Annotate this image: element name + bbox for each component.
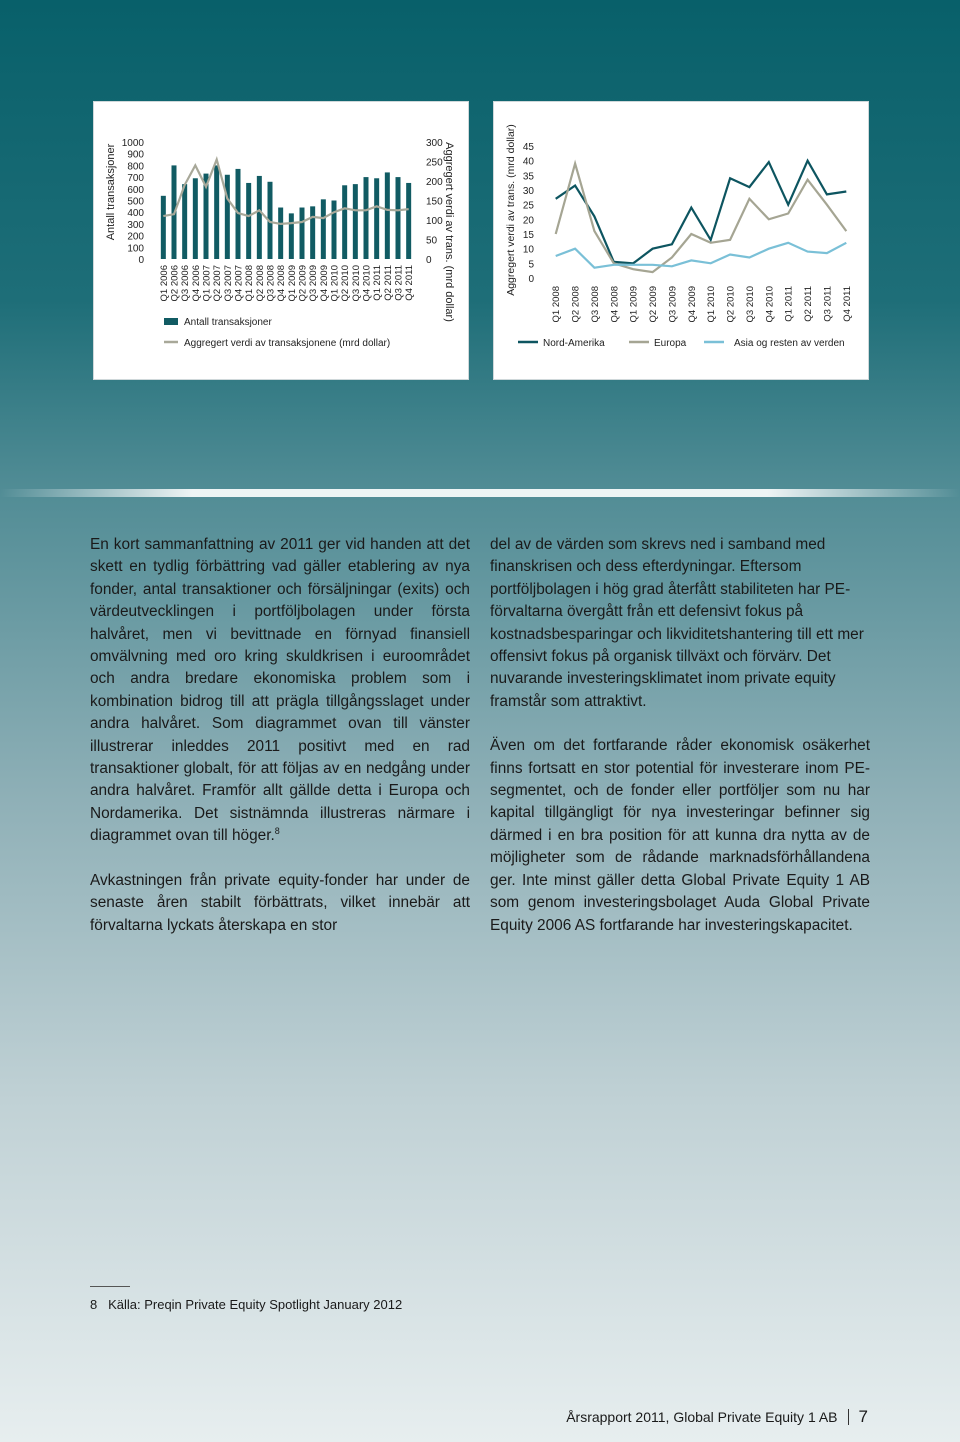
x-tick-label: Q3 2011 — [822, 286, 834, 322]
left-axis-tick-label: 0 — [138, 255, 144, 266]
left-axis-tick-label: 300 — [127, 219, 144, 231]
left-axis-tick-label: 700 — [127, 173, 144, 185]
x-tick-label: Q2 2006 — [169, 265, 181, 302]
footer-separator — [848, 1409, 849, 1425]
left-axis-tick-label: 400 — [127, 208, 144, 220]
bar — [193, 178, 198, 259]
left-axis-tick-label: 900 — [127, 149, 144, 161]
x-tick-label: Q4 2010 — [764, 286, 776, 323]
bar — [257, 176, 262, 259]
right-axis-tick-label: 50 — [426, 235, 438, 247]
footnote — [90, 1297, 402, 1312]
x-tick-label: Q4 2009 — [686, 286, 698, 323]
x-tick-label: Q2 2007 — [212, 265, 224, 302]
x-tick-label: Q4 2007 — [233, 265, 245, 302]
bar — [342, 185, 347, 259]
x-tick-label: Q1 2010 — [706, 286, 718, 323]
x-tick-label: Q1 2011 — [783, 286, 795, 322]
bar — [385, 172, 390, 259]
y-tick-label: 15 — [522, 230, 534, 241]
left-y-axis-title: Antall transaksjoner — [105, 143, 117, 241]
right-text-column — [490, 534, 870, 959]
paragraph: del av de värden som skrevs ned i samband med finanskrisen och dess efterdyningar. Eftersom portföljbolagen i hög grad återfått stabiliteten har PE-förvaltarna övergått från ett defensivt fokus på kostnadsbesparingar och likviditetshantering till ett mer offensivt fokus på organisk tillväxt och förvärv. Det nuvarande investeringsklimatet inom private equity framstår som attraktivt. — [490, 536, 864, 710]
left-axis-tick-label: 800 — [127, 161, 144, 173]
x-tick-label: Q3 2009 — [308, 265, 320, 302]
x-tick-label: Q1 2010 — [329, 265, 341, 302]
y-axis-title: Aggregert verdi av trans. (mrd dollar) — [505, 124, 517, 296]
x-tick-label: Q2 2008 — [570, 286, 582, 323]
page-number: 7 — [858, 1407, 868, 1426]
legend-label-europa: Europa — [654, 338, 687, 349]
y-tick-label: 35 — [522, 171, 534, 183]
bar — [161, 196, 166, 259]
x-tick-label: Q3 2009 — [667, 286, 679, 323]
right-chart — [494, 102, 868, 379]
bar — [310, 206, 315, 259]
page-footer — [566, 1407, 868, 1427]
x-tick-label: Q4 2008 — [609, 286, 621, 323]
paragraph: Avkastningen från private equity-fonder har under de senaste åren stabilt förbättrats, vilket innebär att förvaltarna lyckats återskapa en stor — [90, 871, 470, 934]
legend-bar-swatch — [164, 318, 178, 325]
x-tick-label: Q4 2006 — [190, 265, 202, 302]
x-tick-label: Q3 2010 — [744, 286, 756, 323]
x-tick-label: Q1 2009 — [628, 286, 640, 323]
y-tick-label: 0 — [528, 274, 534, 285]
x-tick-label: Q3 2008 — [589, 286, 601, 323]
x-tick-label: Q2 2008 — [254, 265, 266, 302]
legend-label-nord-amerika: Nord-Amerika — [543, 338, 605, 349]
x-tick-label: Q4 2011 — [404, 265, 416, 301]
x-tick-label: Q3 2006 — [180, 265, 192, 302]
bar — [396, 177, 401, 259]
x-tick-label: Q1 2008 — [551, 286, 563, 323]
y-tick-label: 25 — [522, 200, 534, 212]
series-line — [556, 243, 847, 268]
x-tick-label: Q2 2010 — [725, 286, 737, 323]
bar — [225, 175, 230, 259]
left-axis-tick-label: 500 — [127, 196, 144, 208]
y-tick-label: 10 — [522, 244, 534, 256]
x-tick-label: Q1 2007 — [201, 265, 213, 302]
left-chart-panel — [93, 101, 469, 380]
footer-title: Årsrapport 2011, Global Private Equity 1 AB — [566, 1409, 838, 1425]
left-axis-tick-label: 1000 — [121, 138, 144, 149]
y-tick-label: 30 — [522, 186, 534, 197]
bar — [214, 165, 219, 259]
right-axis-tick-label: 150 — [426, 196, 443, 208]
paragraph: Även om det fortfarande råder ekonomisk osäkerhet finns fortsatt en stor potential för investerare inom PE-segmentet, och de fonder eller portföljer som nu har kapital tillgängligt för nya investeringar befinner sig därmed i en bra position för att kunna dra nytta av de möjligheter som de rådande marknadsförhållandena ger. Inte minst gäller detta Global Private Equity 1 AB som genom investeringsbolaget Auda Global Private Equity 2006 AS fortfarande har investeringskapacitet. — [490, 737, 870, 934]
y-tick-label: 5 — [528, 259, 534, 271]
bar — [353, 184, 358, 259]
highlight-band — [0, 489, 960, 497]
x-tick-label: Q3 2010 — [350, 265, 362, 302]
series-line-aggregert-verdi — [163, 160, 408, 224]
footnote-reference[interactable]: 8 — [274, 826, 280, 837]
footnote-number: 8 — [90, 1297, 98, 1312]
right-axis-tick-label: 250 — [426, 157, 443, 169]
bar — [300, 208, 305, 259]
x-tick-label: Q1 2009 — [286, 265, 298, 302]
right-axis-tick-label: 100 — [426, 216, 443, 227]
x-tick-label: Q2 2009 — [297, 265, 309, 302]
right-axis-tick-label: 200 — [426, 177, 443, 188]
y-tick-label: 40 — [522, 156, 534, 168]
x-tick-label: Q1 2008 — [244, 265, 256, 302]
right-chart-panel — [493, 101, 869, 380]
footnote-text: Källa: Preqin Private Equity Spotlight January 2012 — [108, 1297, 403, 1312]
bar — [364, 177, 369, 259]
x-tick-label: Q4 2009 — [318, 265, 330, 302]
right-axis-tick-label: 300 — [426, 138, 443, 149]
x-tick-label: Q1 2006 — [158, 265, 170, 302]
left-axis-tick-label: 200 — [127, 231, 144, 243]
bar — [289, 213, 294, 259]
bar — [406, 183, 411, 259]
right-y-axis-title: Aggregert verdi av trans. (mrd dollar) — [443, 142, 455, 322]
right-axis-tick-label: 0 — [426, 255, 432, 266]
x-tick-label: Q4 2010 — [361, 265, 373, 302]
x-tick-label: Q2 2010 — [340, 265, 352, 302]
paragraph — [90, 534, 470, 848]
x-tick-label: Q1 2011 — [372, 265, 384, 301]
left-axis-tick-label: 600 — [127, 184, 144, 196]
left-axis-tick-label: 100 — [127, 243, 144, 255]
x-tick-label: Q2 2011 — [382, 265, 394, 301]
paragraph-text: En kort sammanfattning av 2011 ger vid handen att det skett en tydlig förbättring vad gäller etablering av nya fonder, antal transaktioner och försäljningar (exits) och värdeutvecklingen i portföljbolagen under första halvåret, men vi bevittnade en förnyad finansiell omvälvning med oro kring skuldkrisen i euroområdet och andra bredare ekonomiska problem som i kombination bidrog till att prägla tillgångsslaget under andra halvåret. Som diagrammet ovan till vänster illustrerar inleddes 2011 positivt med en rad transaktioner globalt, för att följas av en nedgång under andra halvåret. Framför allt gällde detta i Europa och Nordamerika. Det sistnämnda illustreras närmare i diagrammet ovan till höger. — [90, 536, 470, 845]
x-tick-label: Q2 2009 — [648, 286, 660, 323]
x-tick-label: Q3 2007 — [222, 265, 234, 302]
x-tick-label: Q2 2011 — [803, 286, 815, 322]
x-tick-label: Q3 2008 — [265, 265, 277, 302]
y-tick-label: 20 — [522, 215, 534, 227]
x-tick-label: Q4 2008 — [276, 265, 288, 302]
y-tick-label: 45 — [522, 142, 534, 153]
legend-bar-label: Antall transaksjoner — [184, 317, 272, 328]
bar — [321, 199, 326, 259]
left-chart — [94, 102, 468, 379]
series-line — [556, 164, 847, 273]
legend-line-label: Aggregert verdi av transaksjonene (mrd dollar) — [184, 338, 391, 349]
bar — [246, 183, 251, 259]
x-tick-label: Q4 2011 — [841, 286, 853, 322]
bar — [374, 178, 379, 259]
series-line — [556, 161, 847, 264]
left-text-column — [90, 534, 470, 959]
bar — [182, 184, 187, 259]
bar — [332, 201, 337, 260]
x-tick-label: Q3 2011 — [393, 265, 405, 301]
bar — [278, 208, 283, 259]
legend-label-asia: Asia og resten av verden — [734, 338, 845, 349]
footnote-divider — [90, 1286, 130, 1287]
